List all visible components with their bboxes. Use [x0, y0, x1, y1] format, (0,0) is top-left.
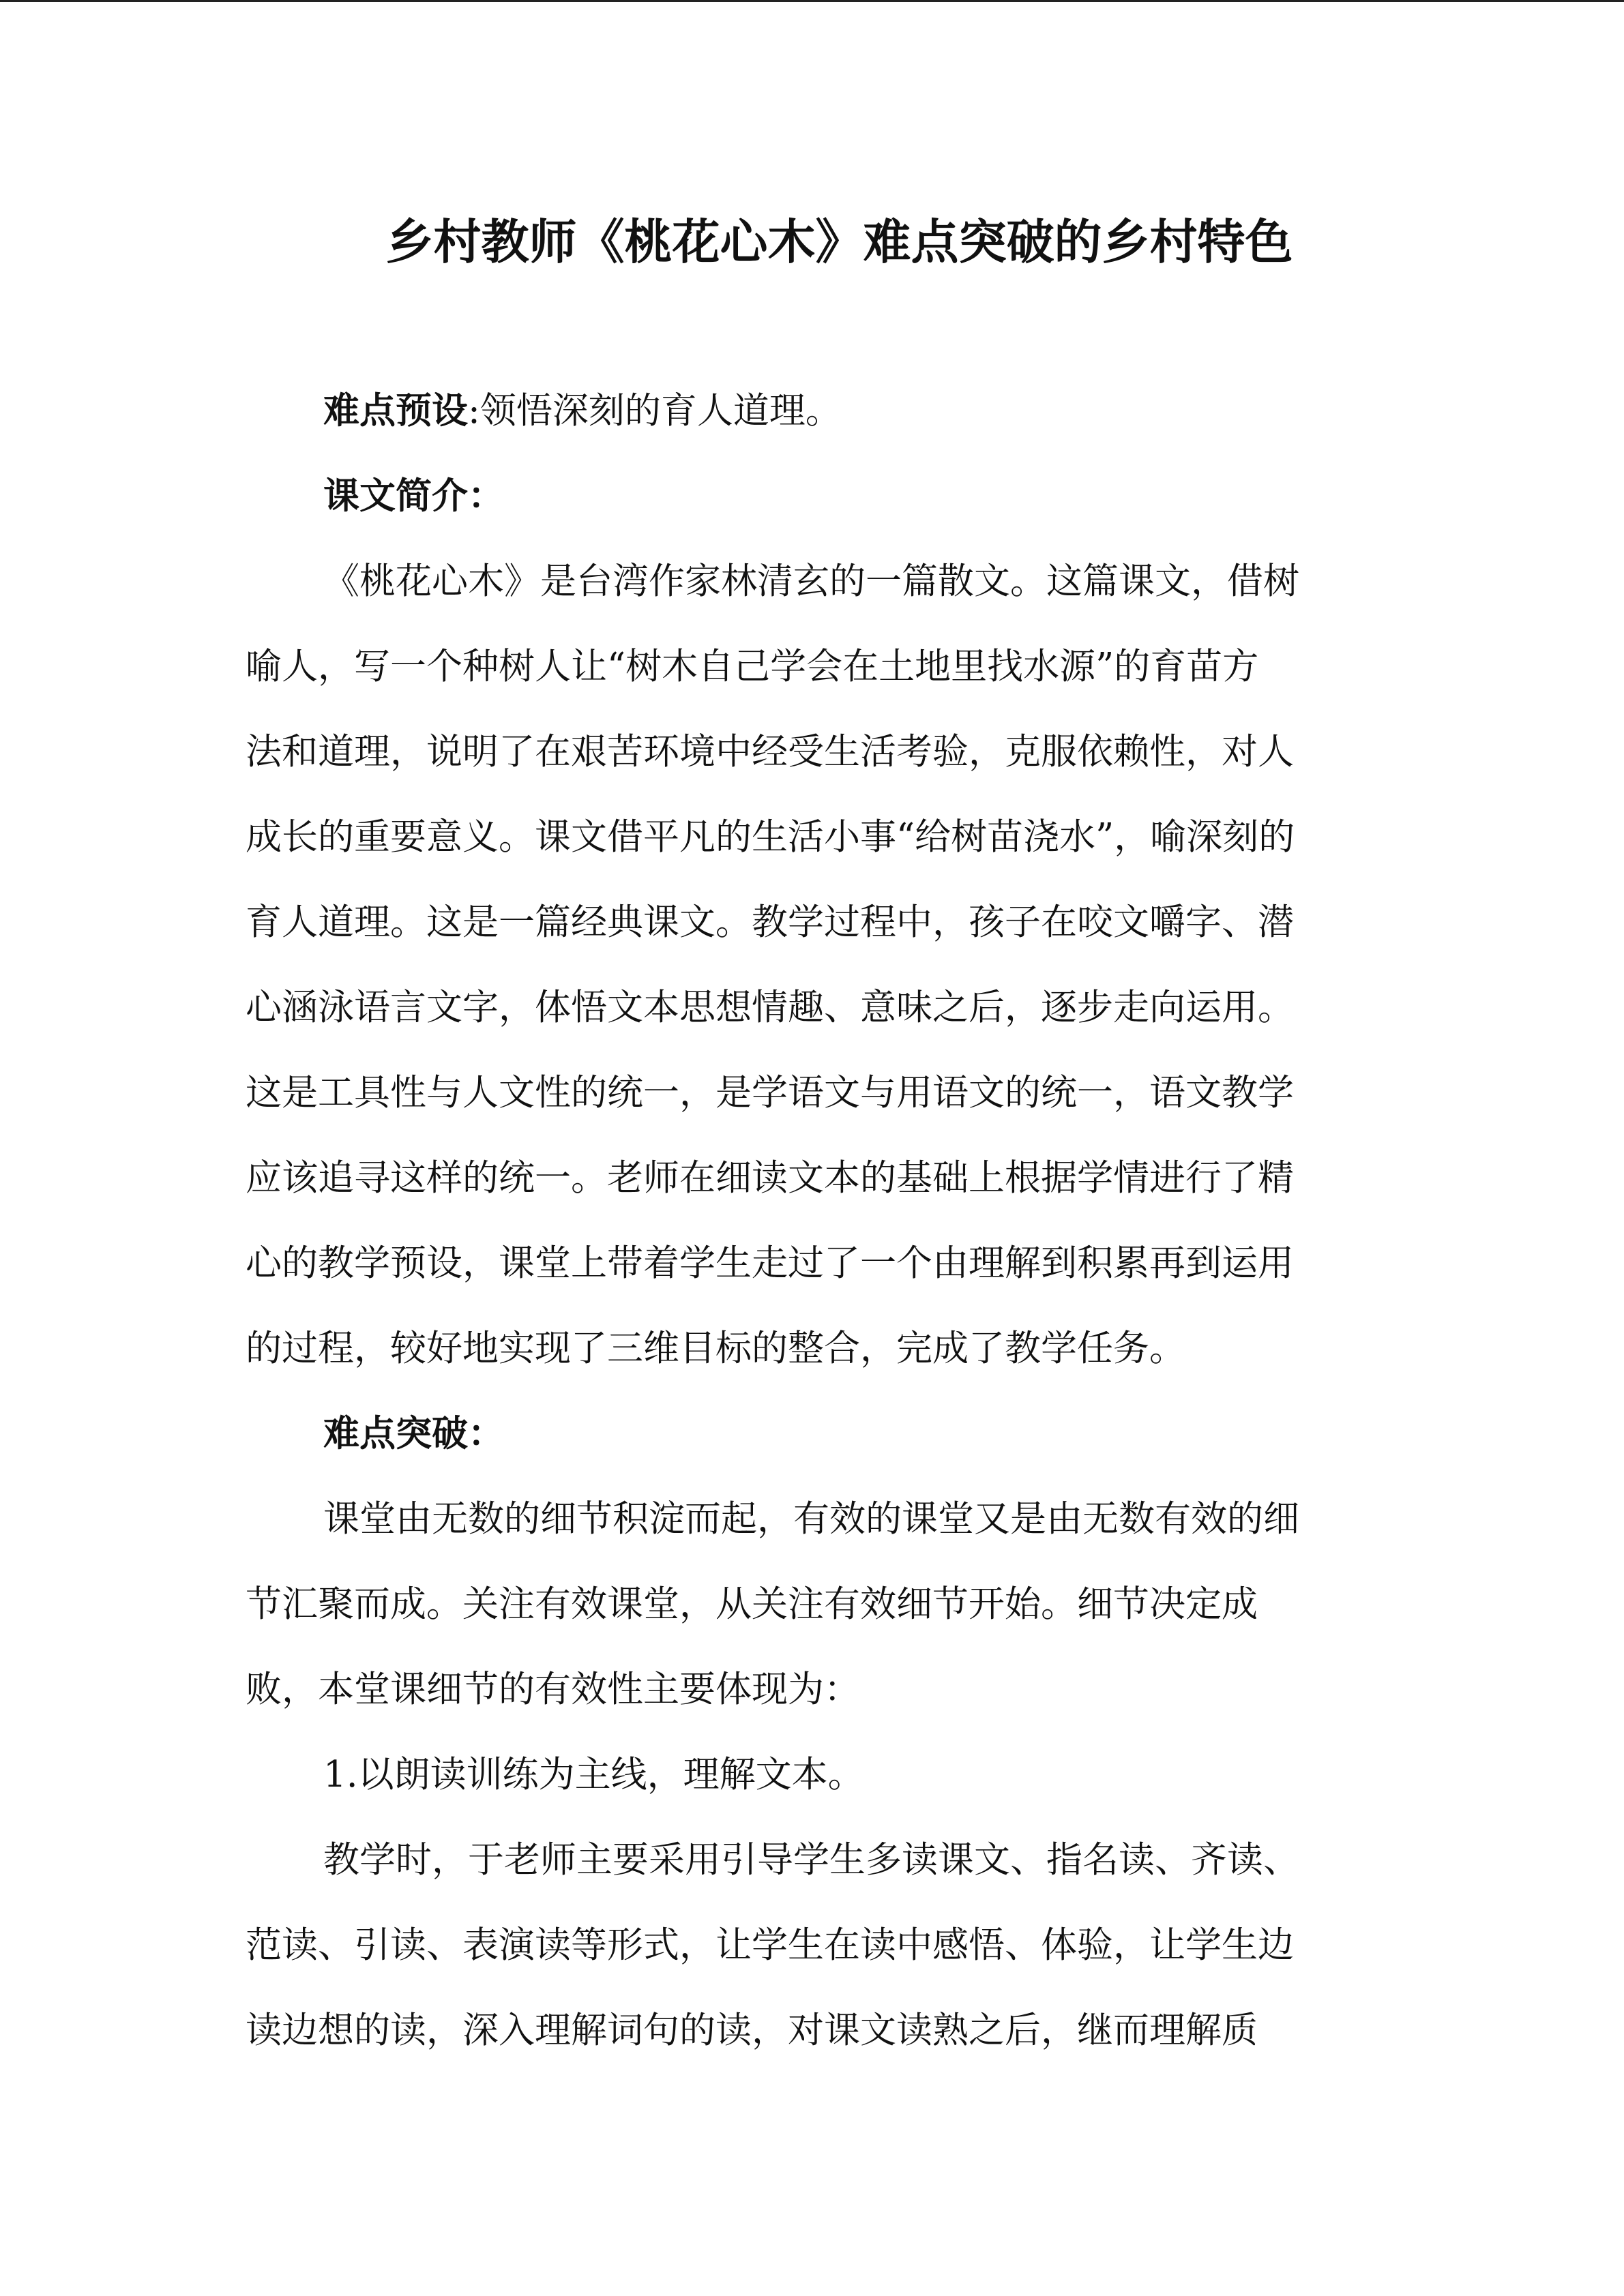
text-line [246, 880, 1385, 965]
text-line [246, 1306, 1385, 1391]
paragraph-text: 育人道理。这是一篇经典课文。教学过程中，孩子在咬文嚼字、潜 [246, 901, 1294, 943]
paragraph-text: 1.以朗读训练为主线，理解文本。 [323, 1754, 864, 1795]
text-line [246, 1988, 1385, 2073]
text-line [246, 624, 1385, 709]
text-line [246, 368, 1385, 453]
text-line [246, 794, 1385, 880]
text-line [246, 1135, 1385, 1221]
paragraph-text: 这是工具性与人文性的统一，是学语文与用语文的统一，语文教学 [246, 1072, 1294, 1114]
text-line [246, 1647, 1385, 1732]
text-line [246, 965, 1385, 1050]
text-line [246, 1476, 1385, 1562]
paragraph-text: 读边想的读，深入理解词句的读，对课文读熟之后，继而理解质 [246, 2010, 1258, 2051]
text-line [246, 1221, 1385, 1306]
text-line [246, 539, 1385, 624]
document-title: 乡村教师《桃花心木》难点突破的乡村特色 [385, 213, 1293, 270]
text-line [246, 1732, 1385, 1817]
paragraph-text: 喻人，写一个种树人让“树木自己学会在土地里找水源”的育苗方 [246, 646, 1259, 687]
bold-heading-text: 难点突破： [323, 1412, 504, 1455]
bold-heading-text: 难点预设 [323, 389, 468, 432]
text-line [246, 1562, 1385, 1647]
bold-heading-text: 课文简介： [323, 475, 504, 517]
text-line [246, 453, 1385, 539]
paragraph-text: 的过程，较好地实现了三维目标的整合，完成了教学任务。 [246, 1328, 1185, 1369]
paragraph-text: 课堂由无数的细节积淀而起，有效的课堂又是由无数有效的细 [323, 1498, 1299, 1540]
top-border-line [0, 0, 1624, 2]
text-line [246, 709, 1385, 794]
paragraph-text: 心涵泳语言文字，体悟文本思想情趣、意味之后，逐步走向运用。 [246, 987, 1294, 1028]
paragraph-text: 成长的重要意义。课文借平凡的生活小事“给树苗浇水”，喻深刻的 [246, 816, 1295, 858]
text-line [246, 1903, 1385, 1988]
paragraph-text: 《桃花心木》是台湾作家林清玄的一篇散文。这篇课文，借树 [323, 561, 1299, 602]
paragraph-text: 节汇聚而成。关注有效课堂，从关注有效细节开始。细节决定成 [246, 1583, 1258, 1625]
paragraph-text: 法和道理，说明了在艰苦环境中经受生活考验，克服依赖性，对人 [246, 731, 1294, 773]
paragraph-text: :领悟深刻的育人道理。 [468, 390, 842, 432]
paragraph-text: 应该追寻这样的统一。老师在细读文本的基础上根据学情进行了精 [246, 1157, 1294, 1199]
paragraph-text: 范读、引读、表演读等形式，让学生在读中感悟、体验，让学生边 [246, 1924, 1294, 1966]
document-body [246, 368, 1385, 2073]
paragraph-text: 败，本堂课细节的有效性主要体现为： [246, 1669, 860, 1710]
paragraph-text: 教学时，于老师主要采用引导学生多读课文、指名读、齐读、 [323, 1839, 1299, 1881]
paragraph-text: 心的教学预设，课堂上带着学生走过了一个由理解到积累再到运用 [246, 1242, 1294, 1284]
text-line [246, 1391, 1385, 1476]
text-line [246, 1050, 1385, 1135]
text-line [246, 1817, 1385, 1903]
